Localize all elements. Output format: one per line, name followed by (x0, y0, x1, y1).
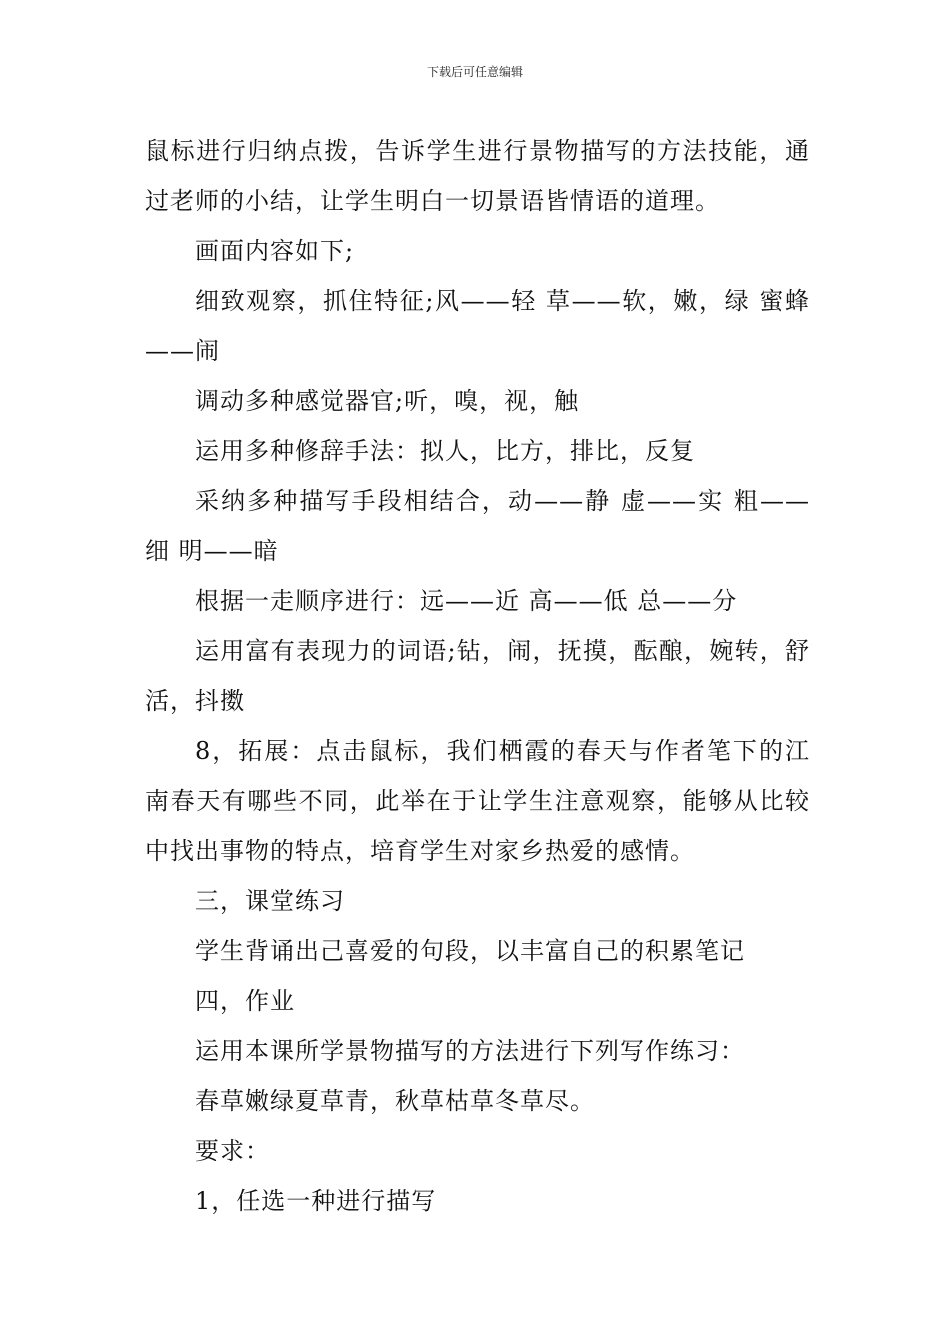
paragraph: 三，课堂练习 (195, 887, 345, 915)
paragraph: 根据一走顺序进行：远——近 高——低 总——分 (195, 587, 738, 615)
paragraph: 运用本课所学景物描写的方法进行下列写作练习： (195, 1037, 745, 1065)
paragraph: 鼠标进行归纳点拨，告诉学生进行景物描写的方法技能，通过老师的小结，让学生明白一切景语皆情语的道理。 (145, 137, 810, 215)
paragraph: 调动多种感觉器官;听，嗅，视，触 (195, 387, 580, 415)
paragraph: 学生背诵出己喜爱的句段，以丰富自己的积累笔记 (195, 937, 745, 965)
paragraph: 春草嫩绿夏草青，秋草枯草冬草尽。 (195, 1087, 595, 1115)
paragraph: 细致观察，抓住特征;风——轻 草——软，嫩，绿 蜜蜂——闹 (145, 287, 810, 365)
paragraph: 要求： (195, 1137, 270, 1165)
paragraph: 8，拓展：点击鼠标，我们栖霞的春天与作者笔下的江南春天有哪些不同，此举在于让学生注意观察，能够从比较中找出事物的特点，培育学生对家乡热爱的感情。 (145, 737, 810, 865)
paragraph: 运用富有表现力的词语;钻，闹，抚摸，酝酿，婉转，舒活，抖擞 (145, 637, 810, 715)
paragraph: 四，作业 (195, 987, 295, 1015)
document-body (145, 126, 810, 1226)
paragraph: 画面内容如下; (195, 237, 355, 265)
paragraph: 1，任选一种进行描写 (195, 1187, 437, 1215)
page-header: 下载后可任意编辑 (426, 65, 523, 79)
paragraph: 采纳多种描写手段相结合，动——静 虚——实 粗——细 明——暗 (145, 487, 810, 565)
paragraph: 运用多种修辞手法：拟人，比方，排比，反复 (195, 437, 695, 465)
